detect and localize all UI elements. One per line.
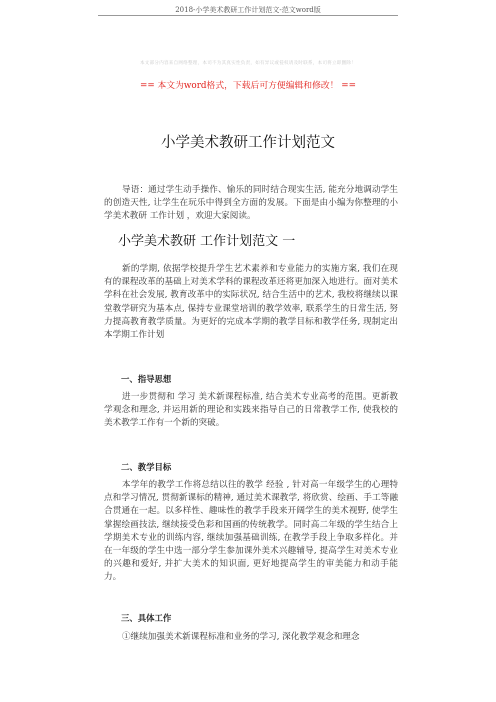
document-title: 小学美术教研工作计划范文 [161,135,335,151]
page-header-title: 2018-小学美术教研工作计划范文-范文word版 [175,6,321,14]
heading-teaching-goals: 二、教学目标 [121,462,172,472]
section-intro-paragraph: 新的学期, 依据学校提升学生艺术素养和专业能力的实施方案, 我们在现有的课程改革的基础上对美术学科的课程改革还将更加深入地进行。面对美术学科在社会发展, 教育改革中的实际状况, 结合生活中的艺术, 我校将继续以课堂教学研究为基本点, 保持专业课堂培训的教学效率, 联系学生的日常生活, 努力提高教育教学质量。为更好的完成本学期的教学目标和教学任务, 现制定出本学期工作计划 [104,264,398,341]
header-divider [98,15,398,16]
disclaimer-text: 本文部分内容来自网络整理，本司不为其真实性负责，如有异议或侵权请及时联系，本司将立即删除！ [140,61,356,66]
word-format-notice: == 本文为word格式，下载后可方便编辑和修改！ == [139,81,357,91]
section-title: 小学美术教研 工作计划范文 一 [118,234,296,249]
heading-specific-work: 三、具体工作 [121,613,172,623]
guiding-ideology-paragraph: 进一步贯彻和 学习 美术新课程标准, 结合美术专业高考的范围。更新教学观念和理念, 并运用新的理论和实践来指导自己的日常教学工作, 使我校的美术教学工作有一个新的突破。 [104,392,398,429]
teaching-goals-paragraph: 本学年的教学工作将总结以往的教学 经验 , 针对高一年级学生的心理特点和学习情况, 贯彻新课标的精神, 通过美术课教学, 将欣赏、绘画、手工等融合贯通在一起。以多样性、趣味性的教学手段来开阔学生的美术视野, 使学生掌握绘画技法, 继续接受色彩和国画的传统教学。同时高二年级的学生结合上学期美术专业的训练内容, 继续加强基础训练, 在教学手段上争取多样化。并在一年级的学生中选一部分学生参加课外美术兴趣辅导, 提高学生对美术专业的兴趣和爱好, 并扩大美术的知识面, 更好地提高学生的审美能力和动手能力。 [104,480,398,583]
intro-paragraph: 导语：通过学生动手操作、愉乐的同时结合现实生活, 能充分地调动学生的创造天性, 让学生在玩乐中得到全方面的发展。下面是由小编为你整理的小学美术教研 工作计划 ，欢迎大家阅读。 [104,185,398,222]
specific-work-item-1: ①继续加强美术新课程标准和业务的学习, 深化教学观念和理念 [122,632,360,642]
heading-guiding-ideology: 一、指导思想 [121,374,172,384]
